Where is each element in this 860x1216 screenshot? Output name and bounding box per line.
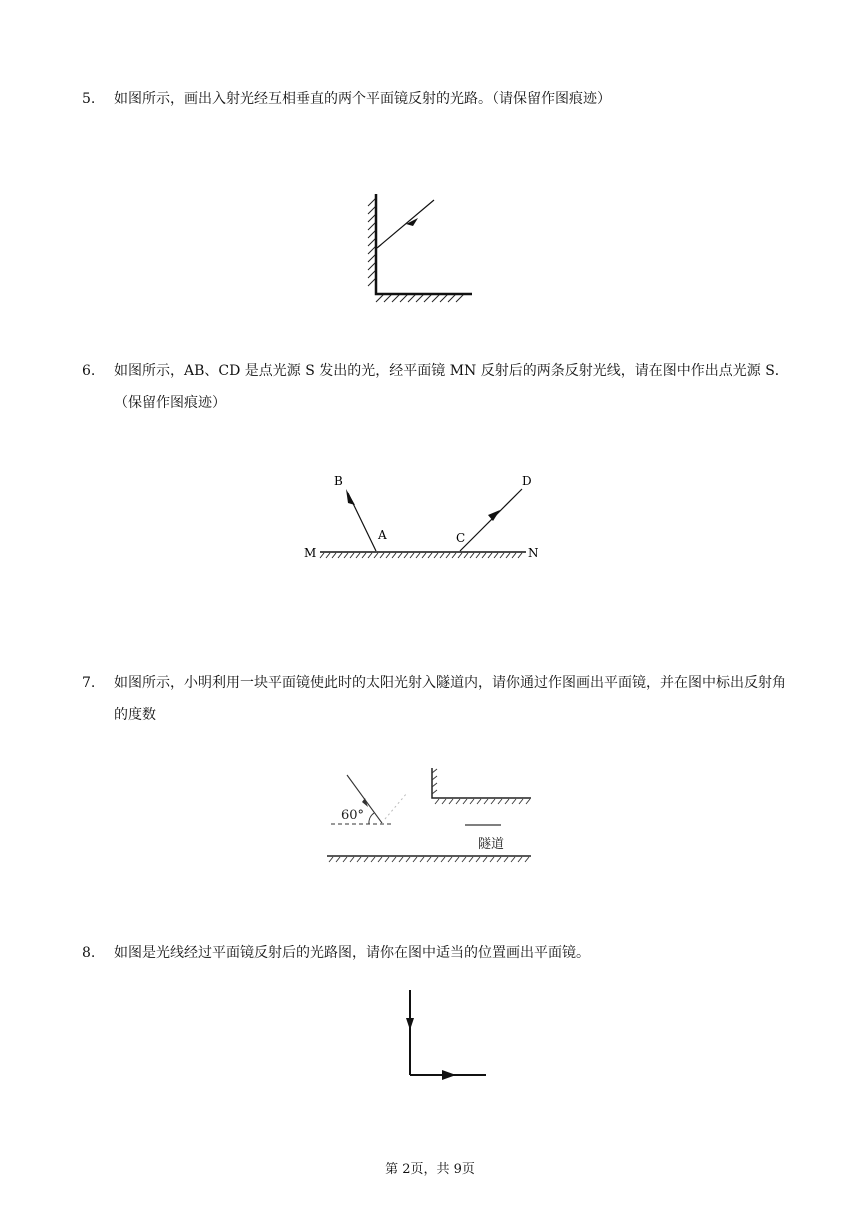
page-footer: 第 2页，共 9页 — [385, 1162, 475, 1177]
question-number: 8. — [82, 945, 96, 961]
question-number: 7. — [82, 675, 96, 691]
label-a: A — [378, 528, 387, 542]
question-number: 5. — [82, 91, 96, 107]
label-n: N — [528, 546, 539, 560]
figure-tunnel — [325, 765, 535, 870]
figure-reflected-light — [396, 986, 496, 1081]
angle-label: 60° — [341, 808, 365, 823]
label-b: B — [334, 474, 343, 488]
question-5 — [82, 83, 792, 115]
label-c: C — [456, 531, 466, 545]
question-7 — [82, 667, 792, 731]
label-d: D — [522, 474, 532, 488]
question-8 — [82, 937, 792, 969]
question-text: 如图所示，画出入射光经互相垂直的两个平面镜反射的光路。（请保留作图痕迹） — [114, 91, 611, 107]
figure-perpendicular-mirrors — [362, 190, 477, 305]
question-text: 如图所示，AB、CD 是点光源 S 发出的光，经平面镜 MN 反射后的两条反射光线，请在图中作出点光源 S．（保留作图痕迹） — [114, 363, 789, 411]
question-6 — [82, 355, 792, 419]
tunnel-label: 隧道 — [478, 837, 505, 852]
question-text: 如图所示，小明利用一块平面镜使此时的太阳光射入隧道内，请你通过作图画出平面镜，并在图中标出反射角的度数 — [114, 675, 786, 723]
question-number: 6. — [82, 363, 96, 379]
figure-mirror-mn — [300, 465, 550, 565]
label-m: M — [304, 546, 317, 560]
question-text: 如图是光线经过平面镜反射后的光路图，请你在图中适当的位置画出平面镜。 — [114, 945, 590, 961]
